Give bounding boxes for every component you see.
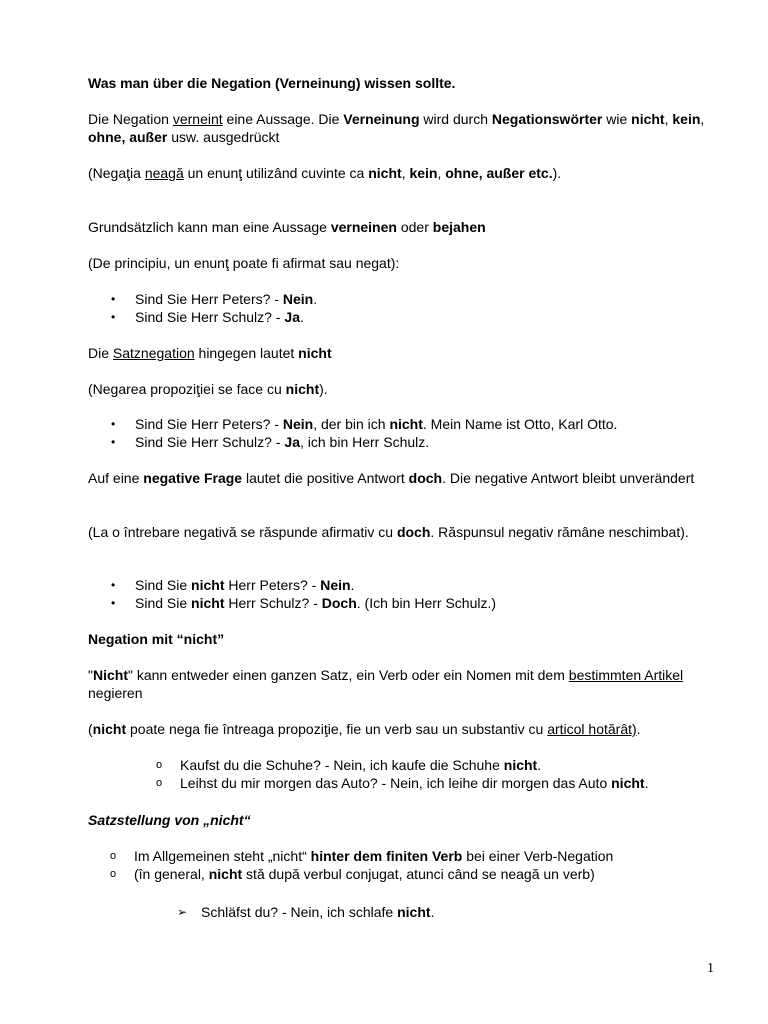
bold-text: ohne, außer etc. (445, 165, 553, 181)
text: wird durch (419, 111, 492, 127)
text: , der bin ich (313, 416, 390, 432)
bold-text: doch (408, 470, 443, 486)
text: Die (88, 345, 113, 361)
bold-text: Nein (282, 291, 314, 307)
paragraph-negarea (88, 380, 728, 398)
bold-text: Ja (284, 434, 300, 450)
bold-text: nicht (285, 381, 320, 397)
bold-text: nicht (92, 721, 127, 737)
bold-text: Negationswörter (491, 111, 603, 127)
text: . (644, 775, 649, 791)
text: poate nega fie întreaga propoziţie, fie un verb sau un substantiv cu (126, 721, 548, 737)
bullet-list-4 (180, 756, 728, 792)
paragraph-nicht-poate (88, 720, 728, 738)
list-item (135, 594, 735, 612)
text: . Die negative Antwort bleibt unverändert (442, 470, 695, 486)
text: Sind Sie (135, 595, 192, 611)
text: , (401, 165, 410, 181)
document-title: Was man über die Negation (Verneinung) wissen sollte. (88, 75, 456, 91)
bold-text: bejahen (432, 219, 486, 235)
underlined-text: Satznegation (112, 345, 195, 361)
text: hingegen lautet (194, 345, 299, 361)
text: Sind Sie Herr Peters? - (135, 416, 283, 432)
text: Herr Schulz? - (224, 595, 322, 611)
text: Auf eine (88, 470, 144, 486)
bold-text: Verneinung (343, 111, 420, 127)
text: eine Aussage. Die (222, 111, 344, 127)
paragraph-intrebare-negativa (88, 523, 728, 541)
list-item (135, 576, 735, 594)
paragraph-nicht-kann (88, 666, 728, 702)
bold-text: nicht (368, 165, 402, 181)
text: ). (552, 165, 562, 181)
text: oder (396, 219, 433, 235)
underlined-text: neagă (144, 165, 184, 181)
bullet-list-5 (134, 847, 728, 883)
list-item (201, 903, 728, 921)
text: Sind Sie Herr Peters? - (135, 291, 283, 307)
text: Sind Sie Herr Schulz? - (135, 434, 285, 450)
text: un enunţ utilizând cuvinte ca (183, 165, 369, 181)
text: . (313, 291, 318, 307)
text: (Negaţia (88, 165, 145, 181)
paragraph-negation-intro-ro (88, 164, 728, 182)
bold-text: verneinen (330, 219, 397, 235)
bullet-list-2 (135, 415, 735, 451)
bold-text: hinter dem finiten Verb (310, 848, 463, 864)
bold-text: Doch (321, 595, 357, 611)
text: . (350, 577, 355, 593)
text: , (700, 111, 705, 127)
bold-text: nicht (611, 775, 645, 791)
bold-text: nicht (631, 111, 665, 127)
text: Im Allgemeinen steht „nicht“ (134, 848, 311, 864)
list-item (134, 847, 728, 865)
bold-text: Nicht (92, 667, 128, 683)
text: negieren (88, 685, 143, 701)
text: . Mein Name ist Otto, Karl Otto. (422, 416, 618, 432)
bold-text: nicht (397, 904, 431, 920)
bold-text: doch (396, 524, 431, 540)
section-heading-nicht: Negation mit “nicht” (88, 631, 225, 647)
bold-text: negative Frage (143, 470, 243, 486)
text: . Răspunsul negativ rămâne neschimbat). (430, 524, 689, 540)
text: usw. ausgedrückt (167, 129, 280, 145)
bold-text: Nein (282, 416, 314, 432)
text: (Negarea propoziţiei se face cu (88, 381, 286, 397)
text: " kann entweder einen ganzen Satz, ein Verb oder ein Nomen mit dem (127, 667, 569, 683)
text: ( (88, 721, 93, 737)
text: (în general, (134, 866, 209, 882)
bold-text: kein (672, 111, 701, 127)
text: , ich bin Herr Schulz. (299, 434, 430, 450)
paragraph-negative-frage (88, 469, 728, 487)
list-item (135, 415, 735, 433)
text: Schläfst du? - Nein, ich schlafe (201, 904, 398, 920)
bold-text: ohne, außer (88, 129, 168, 145)
text: Die Negation (88, 111, 173, 127)
underlined-text: bestimmten Artikel (568, 667, 684, 683)
bullet-list-3 (135, 576, 735, 612)
bullet-list-1 (135, 290, 735, 326)
list-item (135, 308, 735, 326)
text: " (88, 667, 93, 683)
underlined-text: articol hotărât) (547, 721, 637, 737)
paragraph-grundsaetzlich (88, 218, 728, 236)
bold-text: nicht (503, 757, 538, 773)
bold-text: nicht (191, 577, 225, 593)
list-item (180, 756, 728, 774)
paragraph-principiu: (De principiu, un enunţ poate fi afirmat sau negat): (88, 255, 400, 271)
text: . (636, 721, 641, 737)
text: stă după verbul conjugat, atunci când se neagă un verb) (242, 866, 595, 882)
text: wie (602, 111, 632, 127)
text: (La o întrebare negativă se răspunde afirmativ cu (88, 524, 397, 540)
text: Sind Sie (135, 577, 192, 593)
text: Sind Sie Herr Schulz? - (135, 309, 285, 325)
bold-text: Nein (320, 577, 351, 593)
section-heading-satzstellung: Satzstellung von „nicht“ (88, 812, 251, 828)
underlined-text: verneint (172, 111, 223, 127)
bold-text: nicht (389, 416, 423, 432)
text: , (437, 165, 446, 181)
bold-text: nicht (191, 595, 225, 611)
list-item (180, 774, 728, 792)
text: Kaufst du die Schuhe? - Nein, ich kaufe die Schuhe (180, 757, 504, 773)
bold-text: kein (409, 165, 438, 181)
text: bei einer Verb-Negation (462, 848, 614, 864)
text: Grundsätzlich kann man eine Aussage (88, 219, 331, 235)
text: , (664, 111, 673, 127)
bold-text: nicht (208, 866, 243, 882)
bold-text: Ja (284, 309, 300, 325)
text: . (430, 904, 435, 920)
text: Herr Peters? - (224, 577, 321, 593)
text: ). (319, 381, 328, 397)
text: . (Ich bin Herr Schulz.) (356, 595, 497, 611)
bullet-list-6 (201, 903, 728, 921)
paragraph-satznegation (88, 344, 728, 362)
bold-text: nicht (298, 345, 332, 361)
text: . (537, 757, 542, 773)
paragraph-negation-intro (88, 110, 728, 146)
text: . (299, 309, 304, 325)
list-item (134, 865, 728, 883)
page-number: 1 (707, 961, 714, 976)
text: Leihst du mir morgen das Auto? - Nein, ich leihe dir morgen das Auto (180, 775, 612, 791)
list-item (135, 290, 735, 308)
list-item (135, 433, 735, 451)
text: lautet die positive Antwort (242, 470, 409, 486)
